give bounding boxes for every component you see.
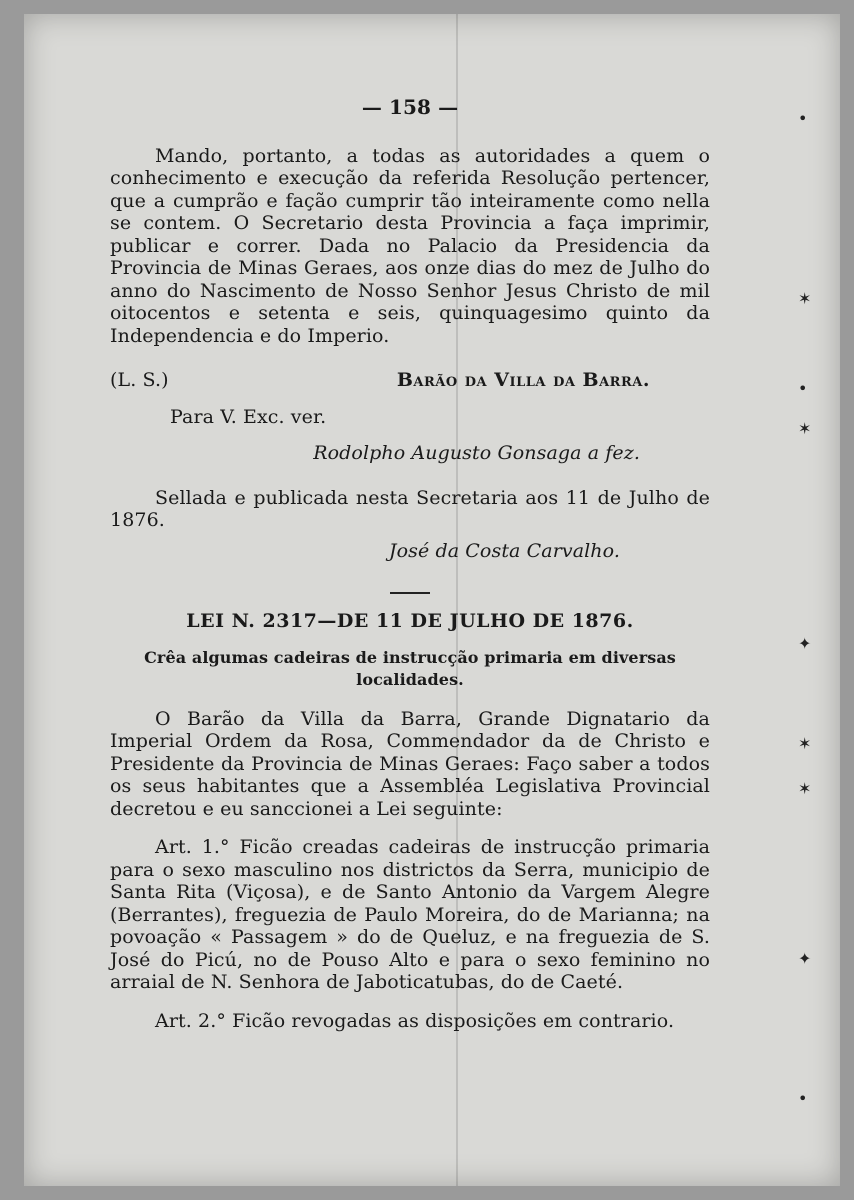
law-preamble: O Barão da Villa da Barra, Grande Dignatario da Imperial Ordem da Rosa, Commendador da de Christo e Presidente da Provincia de Minas Geraes: Faço saber a todos os seus habitantes que a Assembléa Legislativa Provincial decretou e eu sanccionei a Lei seguinte: <box>110 707 710 820</box>
margin-speck-mark: • <box>798 379 808 398</box>
seal-row <box>110 369 710 392</box>
section-divider <box>390 592 430 594</box>
law-subtitle: Crêa algumas cadeiras de instrucção primaria em diversas localidades. <box>144 647 676 689</box>
page-number: — 158 — <box>361 95 459 119</box>
margin-speck-mark: ✶ <box>798 779 812 798</box>
document-text <box>110 96 710 1032</box>
seal-label: (L. S.) <box>110 369 169 391</box>
margin-speck-mark: ✶ <box>798 419 812 438</box>
margin-speck-mark: ✦ <box>798 634 812 653</box>
signatory-name: Barão da Villa da Barra. <box>396 369 650 391</box>
law-article-1: Art. 1.° Ficão creadas cadeiras de instrucção primaria para o sexo masculino nos districtos da Serra, municipio de Santa Rita (Viçosa), e de Santo Antonio da Vargem Alegre (Berrantes), freguezia de Paulo Moreira, do de Marianna; na povoação « Passagem » do de Queluz, e na freguezia de S. José do Picú, no de Pouso Alto e para o sexo feminino no arraial de N. Senhora de Jaboticatubas, do de Caeté. <box>110 836 710 993</box>
secretary-signature: Rodolpho Augusto Gonsaga a fez. <box>313 442 640 464</box>
para-v-exc: Para V. Exc. ver. <box>170 405 327 428</box>
sellada-paragraph: Sellada e publicada nesta Secretaria aos 11 de Julho de 1876. <box>110 486 710 531</box>
margin-marks <box>792 94 822 1144</box>
margin-speck-mark: ✶ <box>798 734 812 753</box>
margin-speck-mark: • <box>798 1089 808 1108</box>
official-signature: José da Costa Carvalho. <box>388 539 620 562</box>
law-article-2: Art. 2.° Ficão revogadas as disposições em contrario. <box>155 1009 675 1032</box>
margin-speck-mark: ✦ <box>798 949 812 968</box>
margin-speck-mark: • <box>798 109 808 128</box>
decree-paragraph: Mando, portanto, a todas as autoridades a quem o conhecimento e execução da referida Resolução pertencer, que a cumprão e fação cumprir tão inteiramente como nella se contem. O Secretario desta Provincia a faça imprimir, publicar e correr. Dada no Palacio da Presidencia da Provincia de Minas Geraes, aos onze dias do mez de Julho do anno do Nascimento de Nosso Senhor Jesus Christo de mil oitocentos e setenta e seis, quinquagesimo quinto da Independencia e do Imperio. <box>110 144 710 347</box>
law-title: LEI N. 2317—DE 11 DE JULHO DE 1876. <box>186 610 634 632</box>
margin-speck-mark: ✶ <box>798 289 812 308</box>
